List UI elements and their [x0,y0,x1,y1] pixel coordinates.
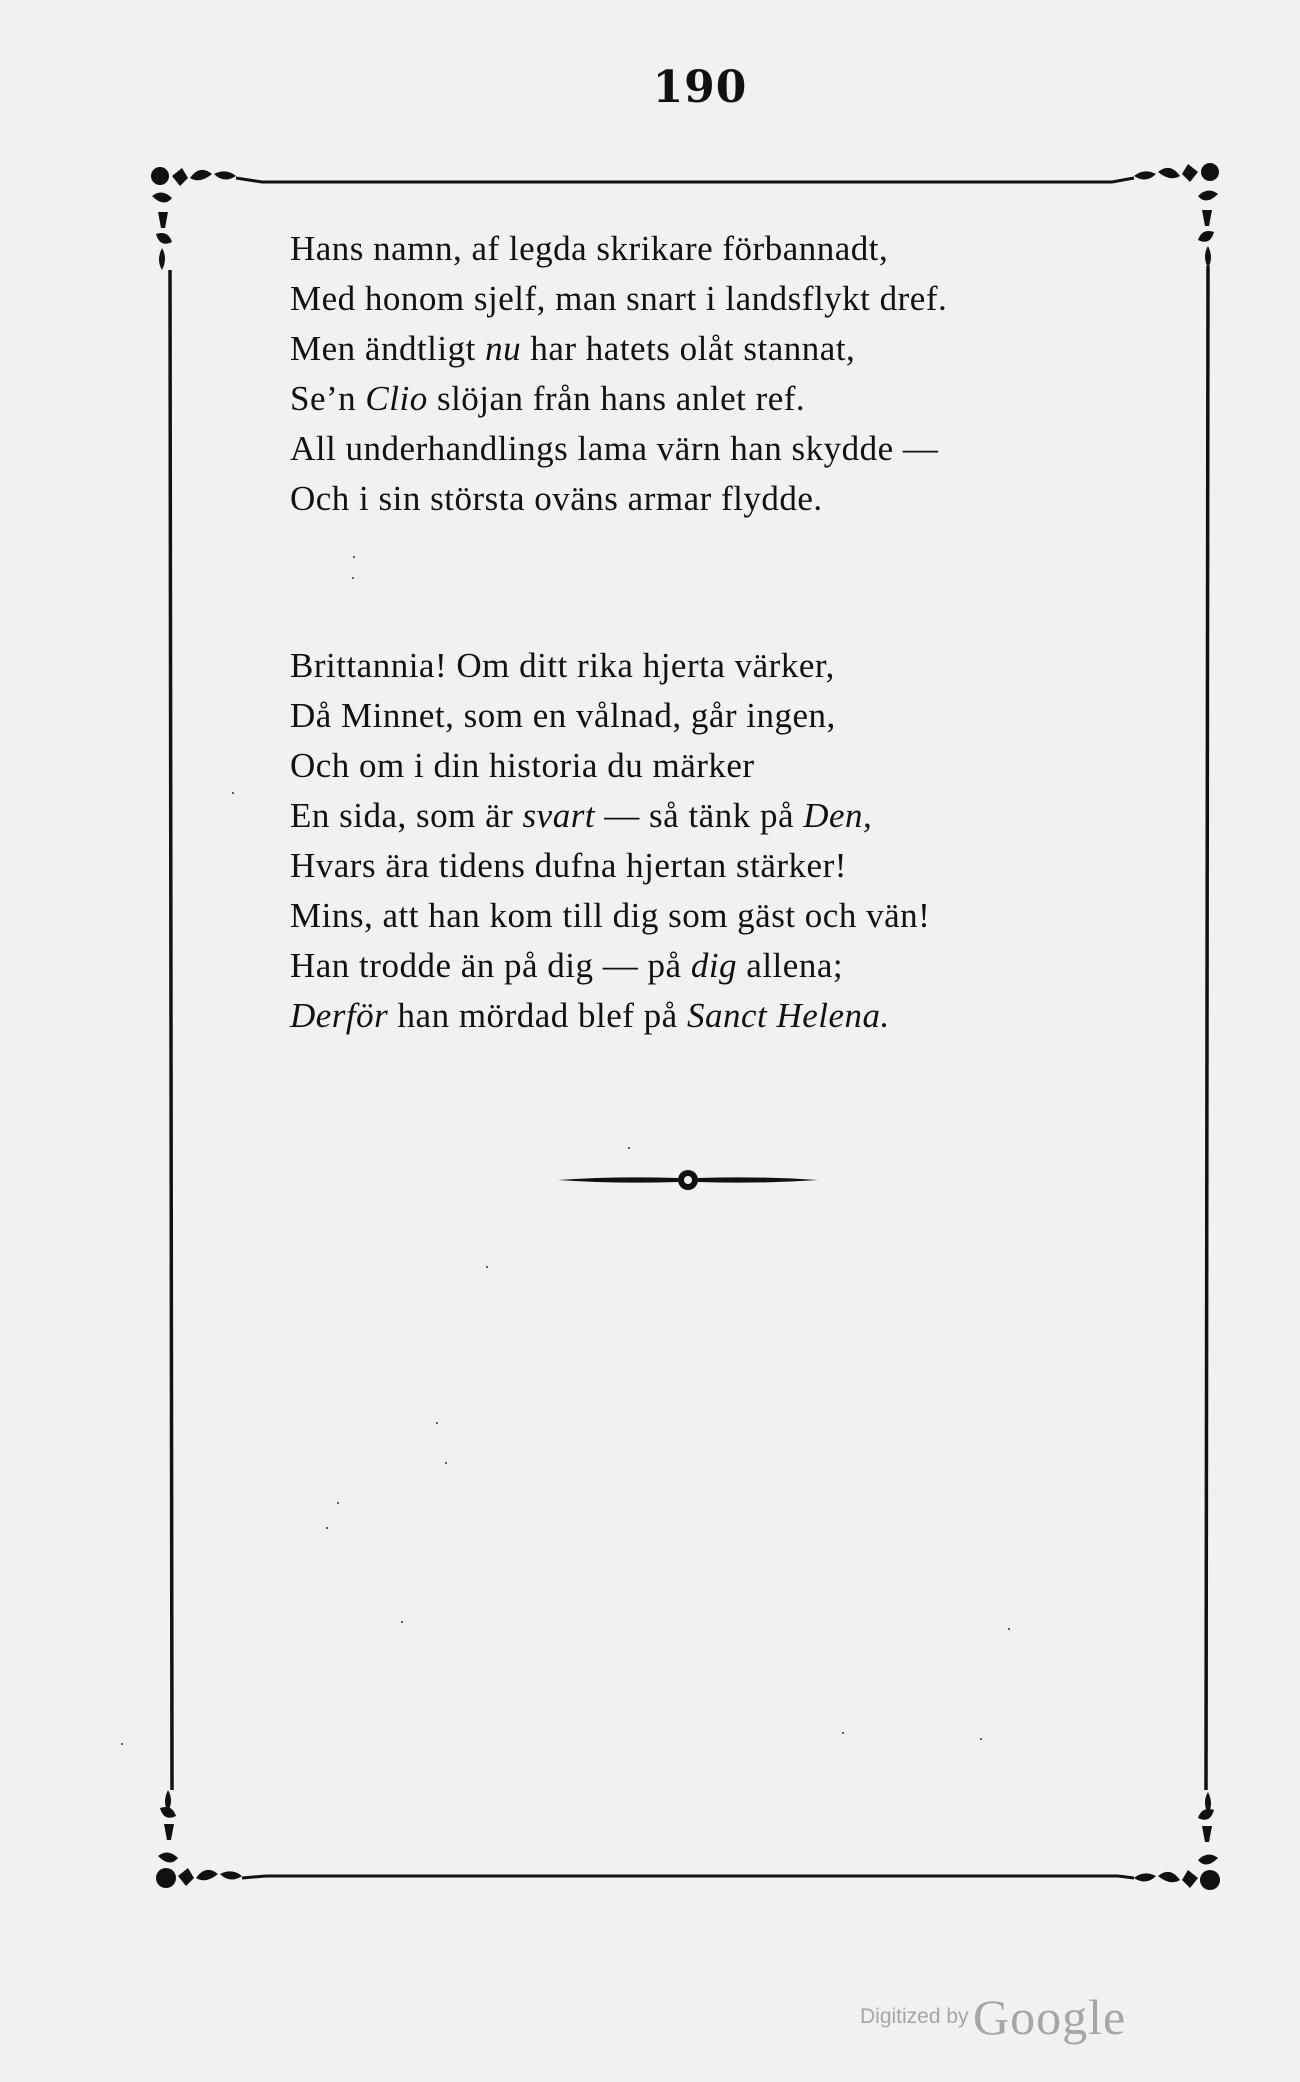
poem-text: han mördad blef på [388,996,687,1035]
poem-italic-text: dig [690,946,738,985]
poem-italic-text: svart [522,796,596,835]
poem-text: Men ändtligt [290,329,486,368]
poem-text: Med honom sjelf, man snart i landsflykt dref. [290,279,948,318]
poem-line [290,324,947,374]
poem-line [290,424,947,474]
poem-text: All underhandlings lama värn han skydde — [290,429,939,468]
poem-text: Se’n [290,379,366,418]
poem-text: Han trodde än på dig — på [290,946,691,985]
digitized-label: Digitized by [860,2005,969,2028]
poem-line [290,641,930,691]
poem-line [290,224,947,274]
poem-line [290,791,930,841]
poem-text: har hatets olåt stannat, [521,329,856,368]
poem-line [290,941,930,991]
poem-text: Brittannia! Om ditt rika hjerta värker, [290,646,835,685]
poem-stanza-1 [290,224,947,524]
corner-ornament-top-right [1112,163,1219,268]
page-number: 190 [652,62,748,113]
corner-ornament-top-left [151,167,262,270]
poem-italic-text: Den, [803,796,873,835]
poem-text: Hvars ära tidens dufna hjertan stärker! [290,846,847,885]
poem-line [290,274,947,324]
google-logo: Google [973,1989,1127,2045]
poem-line [290,474,947,524]
poem-line [290,841,930,891]
poem-text: Och i sin största oväns armar flydde. [290,479,823,518]
corner-ornament-bottom-left [156,1790,266,1888]
poem-text: — så tänk på [595,796,804,835]
poem-text: Mins, att han kom till dig som gäst och vän! [290,896,931,935]
poem-text: allena; [737,946,844,985]
poem-stanza-2 [290,641,930,1041]
section-divider-ornament [556,1162,820,1198]
poem-line [290,691,930,741]
poem-line [290,891,930,941]
poem-line [290,374,947,424]
poem-text: slöjan från hans anlet ref. [427,379,806,418]
corner-ornament-bottom-right [1118,1792,1220,1890]
poem-text: Hans namn, af legda skrikare förbannadt, [290,229,889,268]
poem-italic-text: Clio [365,379,428,418]
poem-line [290,741,930,791]
poem-italic-text: nu [485,329,522,368]
digitized-by-google-watermark [860,1988,1126,2046]
poem-italic-text: Sanct Helena. [686,996,890,1035]
poem-text: Och om i din historia du märker [290,746,755,785]
poem-line [290,991,930,1041]
poem-italic-text: Derför [290,996,389,1035]
poem-text: Då Minnet, som en vålnad, går ingen, [290,696,836,735]
poem-text: En sida, som är [290,796,523,835]
